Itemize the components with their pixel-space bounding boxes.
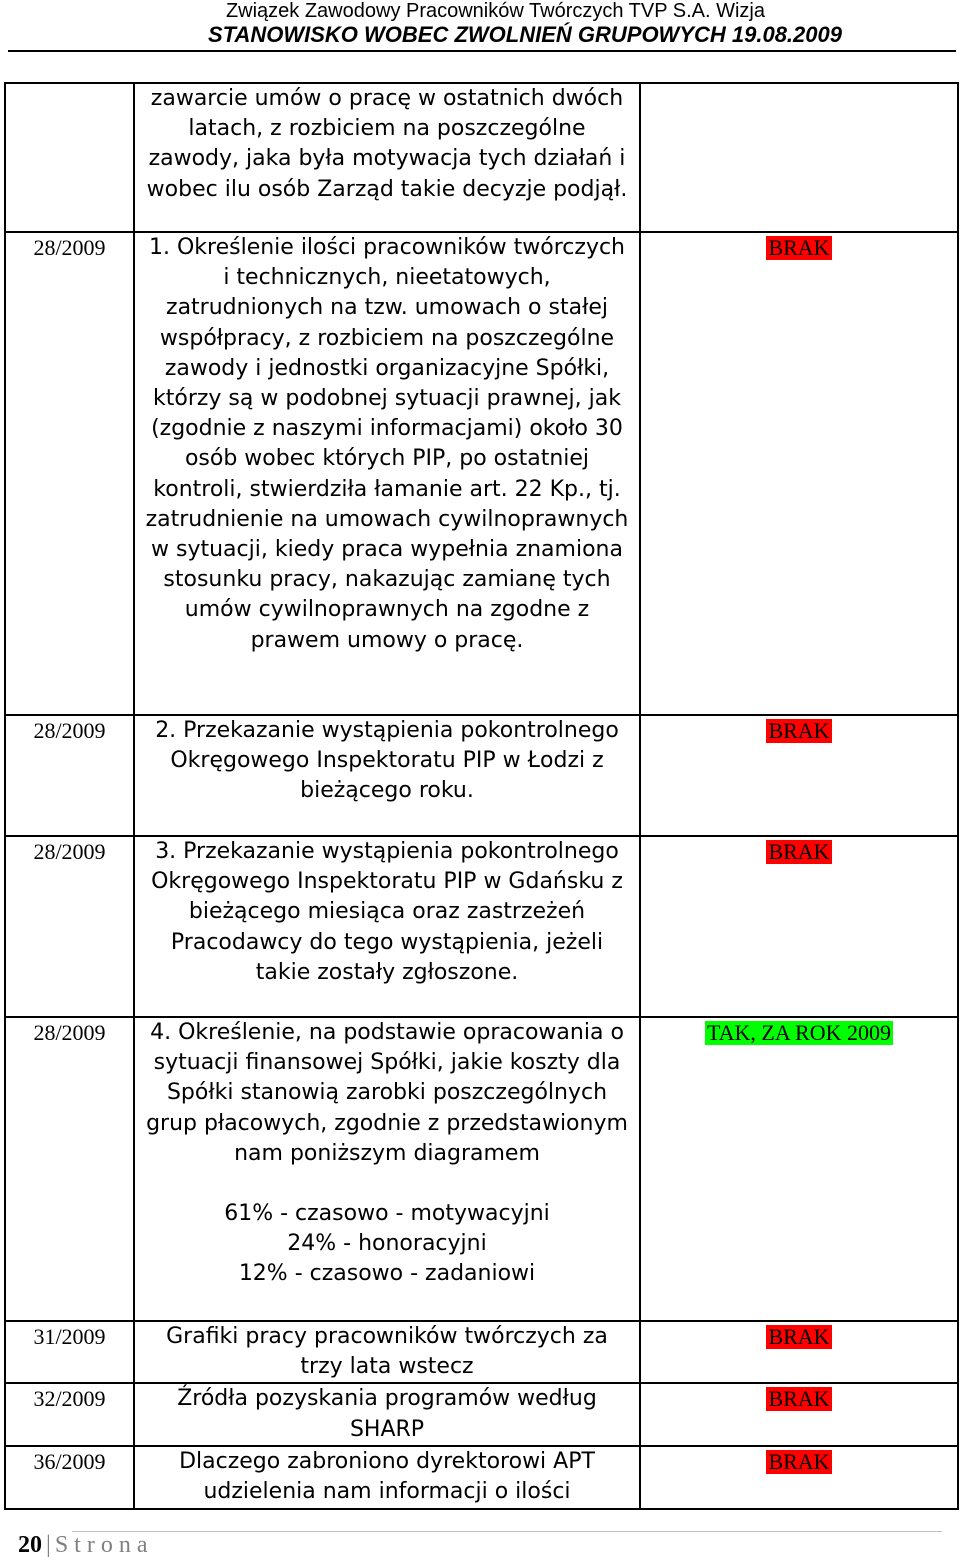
footer-separator: |	[46, 1532, 51, 1558]
diagram-item: 24% - honoracyjni	[287, 1231, 487, 1257]
header-title: STANOWISKO WOBEC ZWOLNIEŃ GRUPOWYCH 19.08.2009	[207, 22, 842, 47]
status-badge: TAK, ZA ROK 2009	[706, 1020, 891, 1045]
row-description: 4. Określenie, na podstawie opracowania o sytuacji finansowej Spółki, jakie koszty dla Spółki stanowią zarobki poszczególnych grup płacowych, zgodnie z przedstawionym nam poniższym diagramem 61% - czasowo - motywacyjni 24% - honoracyjni 12% - czasowo - zadaniowi	[134, 1017, 640, 1321]
row-number: 28/2009	[5, 715, 134, 836]
page-label: Strona	[54, 1532, 154, 1558]
row-status	[640, 1017, 958, 1321]
row-description: 2. Przekazanie wystąpienia pokontrolnego Okręgowego Inspektoratu PIP w Łodzi z bieżącego roku.	[134, 715, 640, 836]
row-number: 28/2009	[5, 232, 134, 715]
table-row	[5, 1383, 958, 1445]
header-organization: Związek Zawodowy Pracowników Twórczych TVP S.A. Wizja	[225, 0, 765, 22]
row-status	[640, 1383, 958, 1445]
table-row	[5, 1017, 958, 1321]
footer-divider	[72, 1531, 942, 1532]
status-badge: BRAK	[768, 839, 830, 864]
diagram-item: 12% - czasowo - zadaniowi	[238, 1261, 536, 1287]
page-footer	[18, 1532, 153, 1559]
row-number: 32/2009	[5, 1383, 134, 1445]
page-number: 20	[18, 1532, 42, 1558]
status-badge: BRAK	[768, 718, 830, 743]
row-status	[640, 232, 958, 715]
page-header	[0, 0, 960, 54]
row-description: 3. Przekazanie wystąpienia pokontrolnego Okręgowego Inspektoratu PIP w Gdańsku z bieżącego miesiąca oraz zastrzeżeń Pracodawcy do tego wystąpienia, jeżeli takie zostały zgłoszone.	[134, 836, 640, 1017]
row-description: Grafiki pracy pracowników twórczych za trzy lata wstecz	[134, 1321, 640, 1383]
requests-table	[4, 82, 959, 1510]
row-status	[640, 1321, 958, 1383]
row-status	[640, 83, 958, 232]
row-status	[640, 1446, 958, 1509]
row-status	[640, 836, 958, 1017]
row-number	[5, 83, 134, 232]
table-row	[5, 83, 958, 232]
table-row	[5, 1321, 958, 1383]
row-description: Źródła pozyskania programów według SHARP	[134, 1383, 640, 1445]
row-description: zawarcie umów o pracę w ostatnich dwóch latach, z rozbiciem na poszczególne zawody, jaka była motywacja tych działań i wobec ilu osób Zarząd takie decyzje podjął.	[134, 83, 640, 232]
row-description: Dlaczego zabroniono dyrektorowi APT udzielenia nam informacji o ilości	[134, 1446, 640, 1509]
status-badge: BRAK	[768, 235, 830, 260]
row-number: 36/2009	[5, 1446, 134, 1509]
status-badge: BRAK	[768, 1324, 830, 1349]
row-status	[640, 715, 958, 836]
header-divider	[8, 50, 956, 52]
table-row	[5, 1446, 958, 1509]
row-number: 28/2009	[5, 1017, 134, 1321]
status-badge: BRAK	[768, 1448, 830, 1474]
row-number: 31/2009	[5, 1321, 134, 1383]
table-row	[5, 232, 958, 715]
row-description: 1. Określenie ilości pracowników twórczych i technicznych, nieetatowych, zatrudnionych na tzw. umowach o stałej współpracy, z rozbiciem na poszczególne zawody i jednostki organizacyjne Spółki, którzy są w podobnej sytuacji prawnej, jak (zgodnie z naszymi informacjami) około 30 osób wobec których PIP, po ostatniej kontroli, stwierdziła łamanie art. 22 Kp., tj. zatrudnienie na umowach cywilnoprawnych w sytuacji, kiedy praca wypełnia znamiona stosunku pracy, nakazując zamianę tych umów cywilnoprawnych na zgodne z prawem umowy o pracę.	[134, 232, 640, 715]
row-number: 28/2009	[5, 836, 134, 1017]
table-row	[5, 836, 958, 1017]
table-row	[5, 715, 958, 836]
status-badge: BRAK	[768, 1386, 830, 1412]
diagram-item: 61% - czasowo - motywacyjni	[224, 1201, 550, 1227]
